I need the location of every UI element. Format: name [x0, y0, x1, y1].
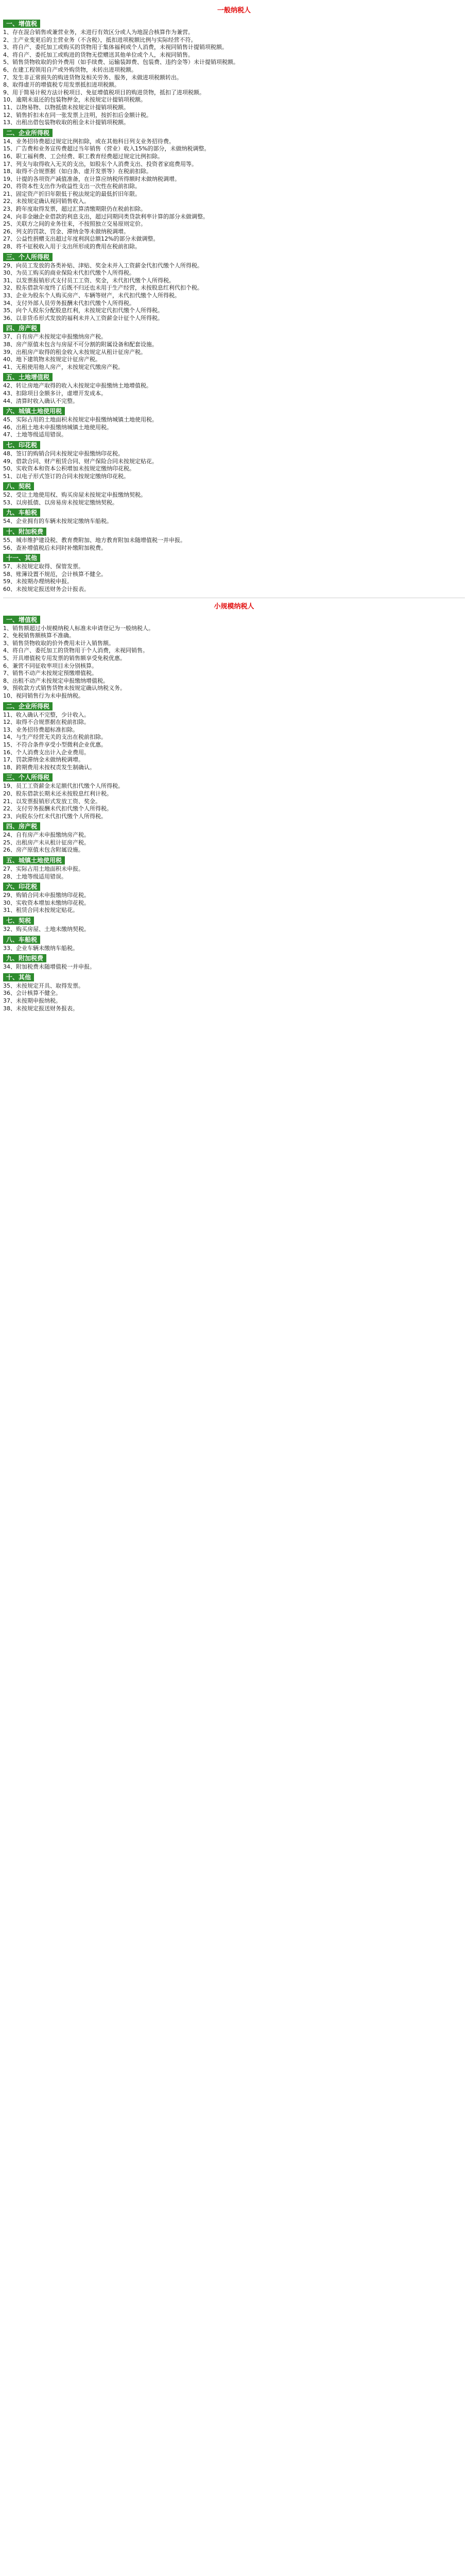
- section-heading: 六、城镇土地使用税: [3, 407, 65, 415]
- list-item: 1、存在混合销售或兼营业务，未进行有效区分或人为地混合核算作为兼营。: [3, 29, 194, 36]
- list-item: 26、房产原值未包含附属设施。: [3, 846, 84, 854]
- list-item: 11、收入确认不完整，少计收入。: [3, 711, 90, 718]
- list-item: 35、未按规定开具、取得发票。: [3, 982, 84, 989]
- list-item: 6、兼营不同征收率项目未分别核算。: [3, 662, 97, 669]
- list-item: 36、以非货币形式发放的福利未并入工资薪金计征个人所得税。: [3, 314, 163, 321]
- list-item: 11、以物易物、以物抵债未按规定计提销项税额。: [3, 104, 129, 111]
- section-heading: 一、增值税: [3, 616, 40, 624]
- general-taxpayer-title: 一般纳税人: [217, 7, 251, 14]
- list-item: 31、租赁合同未按规定贴花。: [3, 907, 78, 914]
- section-heading: 七、印花税: [3, 441, 40, 449]
- list-item: 36、会计核算不健全。: [3, 990, 61, 997]
- list-item: 19、员工工资薪金未足额代扣代缴个人所得税。: [3, 783, 124, 790]
- list-item: 12、取得不合规票据在税前扣除。: [3, 719, 90, 726]
- section-heading: 二、企业所得税: [3, 702, 53, 710]
- list-item: 44、清算时收入确认不完整。: [3, 397, 78, 404]
- list-item: 4、将自产、委托加工的货物用于个人消费，未视同销售。: [3, 647, 148, 654]
- list-item: 5、开具增值税专用发票的销售额享受免税优惠。: [3, 655, 126, 662]
- section-heading: 八、契税: [3, 482, 34, 490]
- list-item: 3、将自产、委托加工或购买的货物用于集体福利或个人消费，未视同销售计提销项税额。: [3, 44, 228, 51]
- list-item: 53、以房抵债、以房易房未按规定缴纳契税。: [3, 499, 118, 506]
- small-taxpayer-title: 小规模纳税人: [214, 602, 254, 611]
- list-item: 51、以电子形式签订的合同未按规定缴纳印花税。: [3, 472, 129, 480]
- list-item: 9、预收款方式销售货物未按规定确认纳税义务。: [3, 685, 126, 692]
- list-item: 20、股东借款长期未还未按股息红利计税。: [3, 790, 112, 797]
- list-item: 28、将不征税收入用于支出所形成的费用在税前扣除。: [3, 243, 141, 250]
- list-item: 49、借款合同、财产租赁合同、财产保险合同未按规定贴花。: [3, 457, 158, 465]
- list-item: 6、在建工程领用自产或外购货物，未转出进项税额。: [3, 66, 137, 73]
- list-item: 21、固定资产折旧年限低于税法规定的最低折旧年限。: [3, 190, 141, 197]
- list-item: 29、向员工发放的各类补贴、津贴、奖金未并入工资薪金代扣代缴个人所得税。: [3, 262, 203, 269]
- list-item: 55、城市维护建设税、教育费附加、地方教育附加未随增值税一并申报。: [3, 537, 186, 544]
- list-item: 52、受让土地使用权、购买房屋未按规定申报缴纳契税。: [3, 492, 146, 499]
- section-heading: 五、土地增值税: [3, 373, 53, 381]
- list-item: 2、主产业变更后的主营业务（不含税），抵扣进项税额比例与实际经营不符。: [3, 36, 197, 43]
- list-item: 60、未按规定报送财务会计报表。: [3, 586, 90, 593]
- list-item: 24、自有房产未申报缴纳房产税。: [3, 832, 90, 839]
- list-item: 29、购销合同未申报缴纳印花税。: [3, 892, 90, 899]
- list-item: 47、土地等级适用错误。: [3, 431, 67, 438]
- list-item: 5、销售货物收取的价外费用（如手续费、运输装卸费、包装费、违约金等）未计提销项税额。: [3, 59, 239, 66]
- list-item: 24、向非金融企业借款的利息支出，超过同期同类贷款利率计算的部分未做调整。: [3, 213, 209, 220]
- section-heading: 四、房产税: [3, 822, 40, 831]
- list-item: 14、与生产经营无关的支出在税前扣除。: [3, 734, 107, 741]
- list-item: 45、实际占用的土地面积未按规定申报缴纳城镇土地使用税。: [3, 416, 158, 423]
- list-item: 41、无租使用他人房产，未按规定代缴房产税。: [3, 363, 124, 370]
- section-heading: 四、房产税: [3, 324, 40, 332]
- list-item: 30、实收资本增加未缴纳印花税。: [3, 899, 90, 906]
- list-item: 32、购买房屋、土地未缴纳契税。: [3, 926, 90, 933]
- list-item: 3、销售货物收取的价外费用未计入销售额。: [3, 639, 114, 647]
- list-item: 7、发生非正常损失的购进货物及相关劳务、服务，未做进项税额转出。: [3, 74, 182, 81]
- list-item: 43、扣除项目金额多计，虚增开发成本。: [3, 389, 107, 397]
- list-item: 7、销售不动产未按规定预缴增值税。: [3, 670, 97, 677]
- list-item: 58、账簿设置不规范，会计核算不健全。: [3, 570, 107, 578]
- section-heading: 五、城镇土地使用税: [3, 856, 65, 865]
- section-heading: 九、车船税: [3, 509, 40, 517]
- list-item: 10、逾期未退还的包装物押金，未按规定计提销项税额。: [3, 96, 146, 104]
- list-item: 10、视同销售行为未申报纳税。: [3, 692, 84, 699]
- list-item: 38、未按规定报送财务报表。: [3, 1005, 78, 1012]
- section-heading: 九、附加税费: [3, 954, 46, 962]
- list-item: 25、关联方之间的业务往来，不按照独立交易原则定价。: [3, 221, 146, 228]
- list-item: 2、免税销售额核算不准确。: [3, 632, 75, 639]
- list-item: 27、公益性捐赠支出超过年度利润总额12%的部分未做调整。: [3, 235, 159, 243]
- list-item: 12、销售折扣未在同一张发票上注明，按折扣后金额计税。: [3, 111, 152, 118]
- list-item: 25、出租房产未从租计征房产税。: [3, 839, 90, 846]
- document-page: [3, 0, 465, 1018]
- list-item: 32、股东借款年度终了后既不归还也未用于生产经营，未按股息红利代扣个税。: [3, 284, 203, 292]
- list-item: 17、罚款滞纳金未做纳税调增。: [3, 756, 84, 764]
- list-item: 38、房产原值未包含与房屋不可分割的附属设备和配套设施。: [3, 341, 158, 348]
- list-item: 39、出租房产取得的租金收入未按规定从租计征房产税。: [3, 348, 146, 355]
- list-item: 9、用于简易计税方法计税项目、免征增值税项目的购进货物，抵扣了进项税额。: [3, 89, 205, 96]
- list-item: 40、地下建筑物未按规定计征房产税。: [3, 356, 101, 363]
- list-item: 22、支付劳务报酬未代扣代缴个人所得税。: [3, 805, 112, 812]
- list-item: 28、土地等级适用错误。: [3, 873, 67, 880]
- list-item: 26、列支的罚款、罚金、滞纳金等未做纳税调增。: [3, 228, 129, 235]
- list-item: 1、销售额超过小规模纳税人标准未申请登记为一般纳税人。: [3, 624, 154, 632]
- list-item: 15、广告费和业务宣传费超过当年销售（营业）收入15%的部分，未做纳税调整。: [3, 145, 210, 152]
- list-item: 37、未按期申报纳税。: [3, 997, 61, 1004]
- list-item: 18、取得不合规票据（如白条、虚开发票等）在税前扣除。: [3, 168, 152, 175]
- list-item: 46、出租土地未申报缴纳城镇土地使用税。: [3, 423, 112, 431]
- list-item: 31、以发票报销形式支付员工工资、奖金，未代扣代缴个人所得税。: [3, 277, 175, 284]
- list-item: 4、将自产、委托加工或购进的货物无偿赠送其他单位或个人，未视同销售。: [3, 51, 194, 58]
- list-item: 23、向股东分红未代扣代缴个人所得税。: [3, 812, 107, 820]
- general-taxpayer-sections: [3, 18, 465, 594]
- list-item: 8、出租不动产未按规定申报缴纳增值税。: [3, 677, 109, 684]
- list-item: 17、列支与取得收入无关的支出，如股东个人消费支出、投资者家庭费用等。: [3, 160, 197, 167]
- section-heading: 八、车船税: [3, 936, 40, 944]
- list-item: 20、将资本性支出作为收益性支出一次性在税前扣除。: [3, 183, 141, 190]
- small-taxpayer-sections: [3, 614, 465, 1013]
- list-item: 37、自有房产未按规定申报缴纳房产税。: [3, 333, 107, 341]
- list-item: 30、为员工购买的商业保险未代扣代缴个人所得税。: [3, 269, 135, 277]
- list-item: 35、向个人股东分配股息红利，未按规定代扣代缴个人所得税。: [3, 307, 163, 314]
- list-item: 27、实际占用土地面积未申报。: [3, 866, 84, 873]
- section-heading: 一、增值税: [3, 20, 40, 28]
- list-item: 56、查补增值税后未同时补缴附加税费。: [3, 544, 107, 551]
- list-item: 13、出租出借包装物收取的租金未计提销项税额。: [3, 119, 129, 126]
- list-item: 34、附加税费未随增值税一并申报。: [3, 963, 95, 971]
- list-item: 15、不符合条件享受小型微利企业优惠。: [3, 741, 107, 748]
- list-item: 33、企业车辆未缴纳车船税。: [3, 944, 78, 952]
- list-item: 14、业务招待费超过规定比例扣除，或在其他科目列支业务招待费。: [3, 138, 175, 145]
- list-item: 23、跨年度取得发票，超过汇算清缴期限仍在税前扣除。: [3, 206, 146, 213]
- section-heading: 七、契税: [3, 917, 34, 925]
- list-item: 21、以发票报销形式发放工资、奖金。: [3, 798, 101, 805]
- section-heading: 三、个人所得税: [3, 773, 53, 782]
- list-item: 18、跨期费用未按权责发生制确认。: [3, 764, 95, 771]
- list-item: 48、签订的购销合同未按规定申报缴纳印花税。: [3, 450, 124, 457]
- list-item: 19、计提的各项资产减值准备，在计算应纳税所得额时未做纳税调增。: [3, 175, 180, 182]
- list-item: 33、企业为股东个人购买房产、车辆等财产，未代扣代缴个人所得税。: [3, 292, 180, 299]
- list-item: 57、未按规定取得、保管发票。: [3, 563, 84, 570]
- section-heading: 六、印花税: [3, 883, 40, 891]
- section-heading: 十一、其他: [3, 554, 40, 562]
- section-heading: 二、企业所得税: [3, 129, 53, 137]
- section-heading: 十、附加税费: [3, 528, 46, 536]
- list-item: 16、职工福利费、工会经费、职工教育经费超过规定比例扣除。: [3, 152, 163, 160]
- list-item: 59、未按期办理纳税申报。: [3, 578, 73, 585]
- section-heading: 十、其他: [3, 973, 34, 981]
- list-item: 16、个人消费支出计入企业费用。: [3, 749, 90, 756]
- list-item: 34、支付外部人员劳务报酬未代扣代缴个人所得税。: [3, 299, 135, 307]
- list-item: 54、企业拥有的车辆未按规定缴纳车船税。: [3, 518, 112, 525]
- list-item: 42、转让房地产取得的收入未按规定申报缴纳土地增值税。: [3, 382, 152, 389]
- list-item: 13、业务招待费超标准扣除。: [3, 726, 78, 733]
- section-heading: 三、个人所得税: [3, 253, 53, 261]
- list-item: 50、实收资本和资本公积增加未按规定缴纳印花税。: [3, 465, 135, 472]
- list-item: 22、未按规定确认视同销售收入。: [3, 198, 90, 205]
- list-item: 8、取得虚开的增值税专用发票抵扣进项税额。: [3, 81, 120, 89]
